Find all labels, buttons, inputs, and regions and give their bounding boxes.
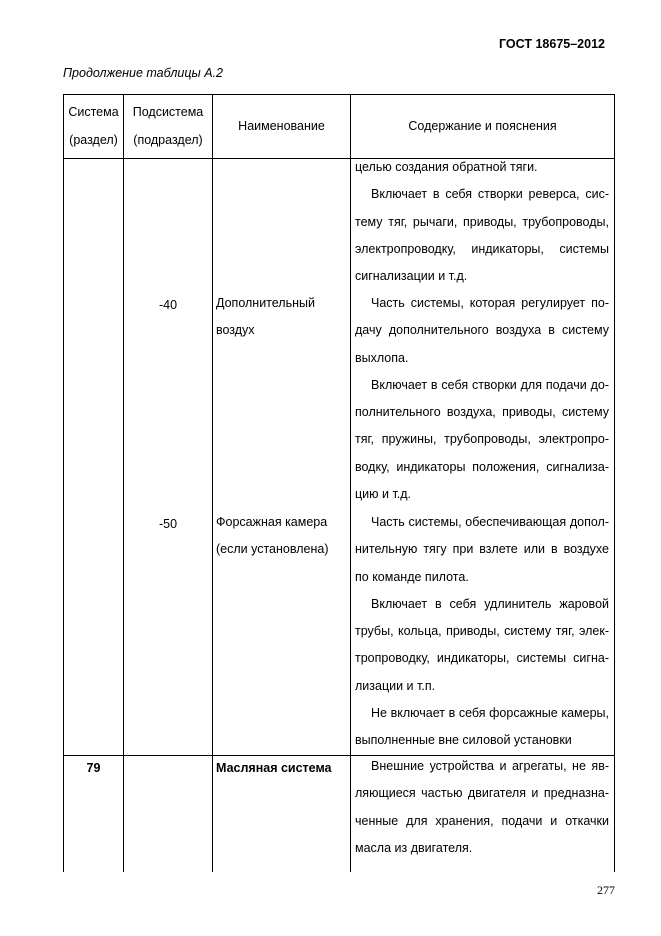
subsystem-description: Часть системы, которая регулирует по- дачу дополнительного воздуха в систему выхлопа. Включает в себя створки для подачи до- полнительного воздуха, приводы, систему тяг, пружины, трубопроводы, электропро- водку, индикаторы положения, сигнализа- цию и т.д. [355, 296, 609, 502]
system-description: Внешние устройства и агрегаты, не яв- ляющиеся частью двигателя и предназна- ченные для хранения, подачи и откачки масла из двигателя. [355, 759, 609, 855]
header-subsystem: Подсистема (подраздел) [132, 105, 204, 147]
continuation-text: целью создания обратной тяги. Включает в себя створки реверса, сис- тему тяг, рычаги, приводы, трубопроводы, электропроводку, индикаторы, системы сигнализации и т.д. [355, 160, 609, 284]
col-border-1 [123, 94, 124, 872]
header-name: Наименование [238, 119, 325, 133]
subsystem-description: Часть системы, обеспечивающая допол- нительную тягу при взлете или в воздухе по команде пилота. Включает в себя удлинитель жаровой трубы, кольца, приводы, систему тяг, элек- тропроводку, индикаторы, системы сигна- лизации и т.п. Не включает в себя форсажные камеры, выполненные вне силовой установки [355, 515, 609, 748]
header-content: Содержание и пояснения [408, 119, 557, 133]
page-number: 277 [597, 883, 615, 897]
col-border-3 [350, 94, 351, 872]
system-code: 79 [86, 761, 101, 775]
subsystem-code: -40 [158, 298, 178, 312]
table-top-border [63, 94, 615, 95]
subsystem-code: -50 [158, 517, 178, 531]
col-border-left [63, 94, 64, 872]
subsystem-name: Дополнительный воздух [216, 296, 315, 338]
subsystem-name: Форсажная камера (если установлена) [216, 515, 329, 557]
col-border-right [614, 94, 615, 872]
system-name: Масляная система [216, 761, 332, 775]
table-caption: Продолжение таблицы А.2 [63, 66, 223, 80]
standard-number: ГОСТ 18675–2012 [499, 37, 605, 51]
col-border-2 [212, 94, 213, 872]
header-system: Система (раздел) [68, 105, 119, 147]
